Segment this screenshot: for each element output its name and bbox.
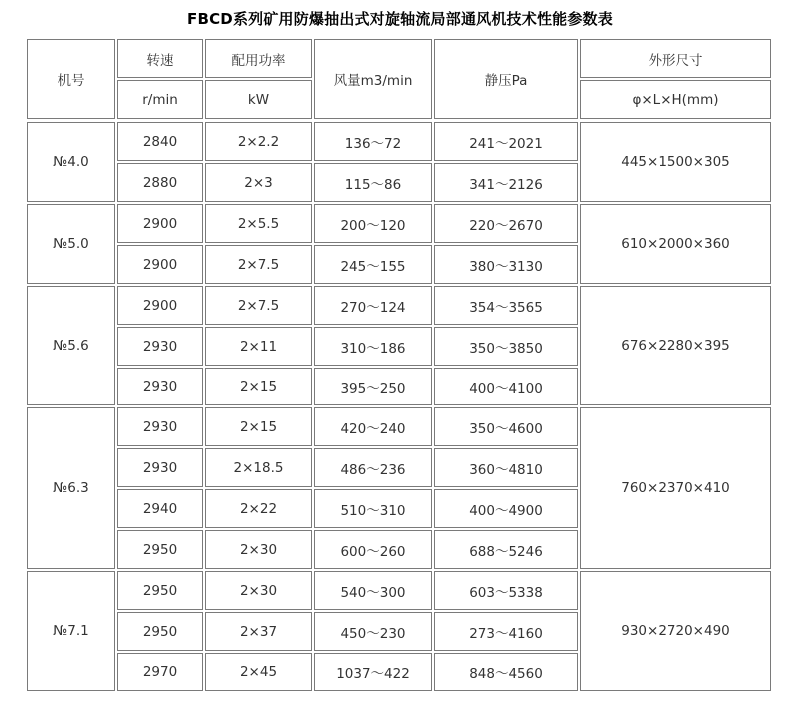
airflow-cell: 310～186 xyxy=(314,327,432,366)
speed-cell: 2940 xyxy=(117,489,203,528)
header-pressure: 静压Pa xyxy=(434,39,578,119)
speed-cell: 2930 xyxy=(117,368,203,405)
header-power: 配用功率 xyxy=(205,39,312,78)
airflow-cell: 486～236 xyxy=(314,448,432,487)
header-dims-unit: φ×L×H(mm) xyxy=(580,80,771,119)
model-cell: №5.0 xyxy=(27,204,115,284)
header-power-unit: kW xyxy=(205,80,312,119)
power-cell: 2×7.5 xyxy=(205,286,312,325)
pressure-cell: 354～3565 xyxy=(434,286,578,325)
speed-cell: 2900 xyxy=(117,204,203,243)
speed-cell: 2900 xyxy=(117,286,203,325)
airflow-cell: 540～300 xyxy=(314,571,432,610)
speed-cell: 2950 xyxy=(117,530,203,569)
power-cell: 2×22 xyxy=(205,489,312,528)
power-cell: 2×30 xyxy=(205,571,312,610)
power-cell: 2×37 xyxy=(205,612,312,651)
airflow-cell: 420～240 xyxy=(314,407,432,446)
airflow-cell: 600～260 xyxy=(314,530,432,569)
pressure-cell: 350～4600 xyxy=(434,407,578,446)
airflow-cell: 395～250 xyxy=(314,368,432,405)
airflow-cell: 1037～422 xyxy=(314,653,432,691)
power-cell: 2×18.5 xyxy=(205,448,312,487)
pressure-cell: 241～2021 xyxy=(434,122,578,161)
power-cell: 2×3 xyxy=(205,163,312,202)
speed-cell: 2880 xyxy=(117,163,203,202)
airflow-cell: 245～155 xyxy=(314,245,432,284)
pressure-cell: 848～4560 xyxy=(434,653,578,691)
airflow-cell: 136～72 xyxy=(314,122,432,161)
speed-cell: 2970 xyxy=(117,653,203,691)
dims-cell: 930×2720×490 xyxy=(580,571,771,691)
airflow-cell: 270～124 xyxy=(314,286,432,325)
header-dims: 外形尺寸 xyxy=(580,39,771,78)
model-cell: №6.3 xyxy=(27,407,115,569)
header-speed-unit: r/min xyxy=(117,80,203,119)
pressure-cell: 341～2126 xyxy=(434,163,578,202)
speed-cell: 2930 xyxy=(117,327,203,366)
pressure-cell: 360～4810 xyxy=(434,448,578,487)
pressure-cell: 220～2670 xyxy=(434,204,578,243)
pressure-cell: 400～4100 xyxy=(434,368,578,405)
power-cell: 2×7.5 xyxy=(205,245,312,284)
pressure-cell: 380～3130 xyxy=(434,245,578,284)
model-cell: №4.0 xyxy=(27,122,115,202)
speed-cell: 2930 xyxy=(117,448,203,487)
speed-cell: 2840 xyxy=(117,122,203,161)
airflow-cell: 115～86 xyxy=(314,163,432,202)
table-title: FBCD系列矿用防爆抽出式对旋轴流局部通风机技术性能参数表 xyxy=(187,10,613,28)
header-model: 机号 xyxy=(27,39,115,119)
speed-cell: 2930 xyxy=(117,407,203,446)
speed-cell: 2950 xyxy=(117,612,203,651)
pressure-cell: 688～5246 xyxy=(434,530,578,569)
power-cell: 2×15 xyxy=(205,407,312,446)
header-airflow: 风量m3/min xyxy=(314,39,432,119)
airflow-cell: 450～230 xyxy=(314,612,432,651)
model-cell: №5.6 xyxy=(27,286,115,405)
speed-cell: 2950 xyxy=(117,571,203,610)
power-cell: 2×5.5 xyxy=(205,204,312,243)
speed-cell: 2900 xyxy=(117,245,203,284)
power-cell: 2×45 xyxy=(205,653,312,691)
header-speed: 转速 xyxy=(117,39,203,78)
airflow-cell: 200～120 xyxy=(314,204,432,243)
power-cell: 2×30 xyxy=(205,530,312,569)
pressure-cell: 400～4900 xyxy=(434,489,578,528)
power-cell: 2×11 xyxy=(205,327,312,366)
dims-cell: 610×2000×360 xyxy=(580,204,771,284)
pressure-cell: 273～4160 xyxy=(434,612,578,651)
model-cell: №7.1 xyxy=(27,571,115,691)
power-cell: 2×15 xyxy=(205,368,312,405)
power-cell: 2×2.2 xyxy=(205,122,312,161)
pressure-cell: 603～5338 xyxy=(434,571,578,610)
dims-cell: 445×1500×305 xyxy=(580,122,771,202)
dims-cell: 676×2280×395 xyxy=(580,286,771,405)
dims-cell: 760×2370×410 xyxy=(580,407,771,569)
airflow-cell: 510～310 xyxy=(314,489,432,528)
pressure-cell: 350～3850 xyxy=(434,327,578,366)
